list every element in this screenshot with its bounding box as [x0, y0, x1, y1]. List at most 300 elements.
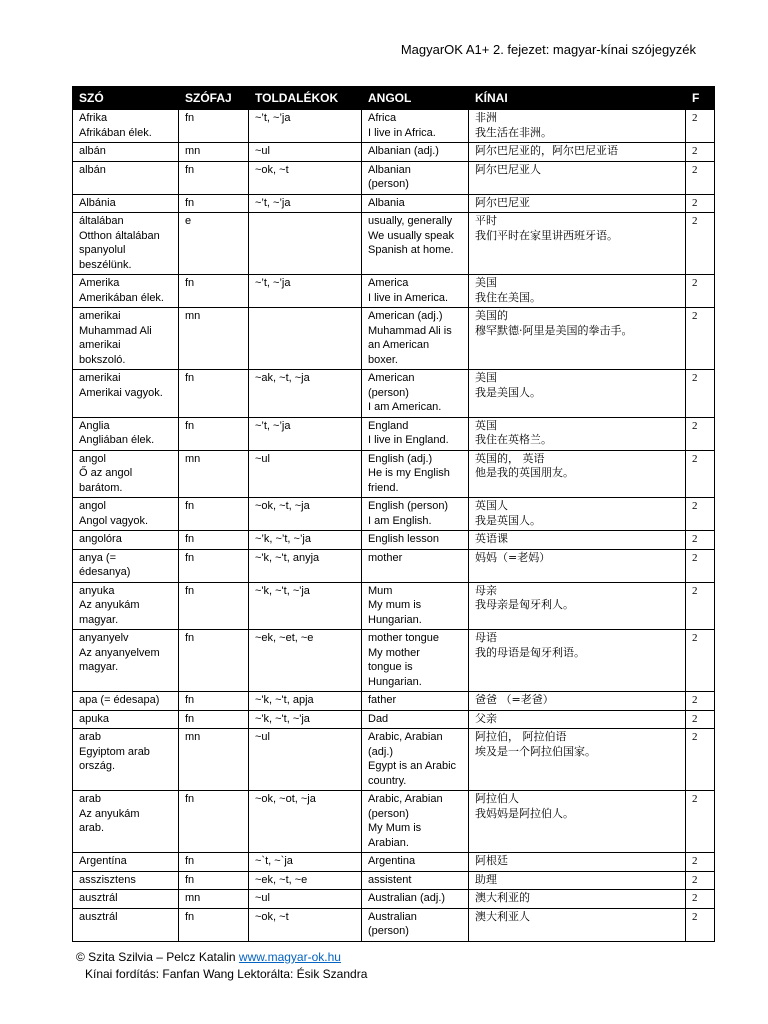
cell-angol-line: friend.: [368, 481, 399, 494]
cell-kinai-line: 英国: [475, 418, 497, 432]
cell-f: 2: [686, 729, 715, 791]
cell-szo-line: Az anyukám: [79, 599, 140, 611]
cell-szofaj: fn: [179, 549, 249, 582]
cell-szo-line: Az anyanyelvem: [79, 646, 160, 659]
table-row: [73, 908, 715, 941]
cell-angol-line: assistent: [368, 873, 412, 886]
footer-copyright: © Szita Szilvia – Pelcz Katalin: [76, 950, 239, 964]
cell-kinai-line: 父亲: [475, 711, 497, 725]
cell-f: 2: [686, 498, 715, 531]
cell-szo-line: Afrika: [79, 112, 108, 124]
cell-angol-line: American: [368, 372, 415, 384]
cell-kinai-line: 助理: [475, 872, 497, 886]
table-row: [73, 498, 715, 531]
cell-szo-line: Argentína: [79, 855, 127, 867]
cell-toldalekok: ~’t, ~’ja: [249, 275, 362, 308]
cell-angol: [362, 110, 469, 143]
cell-szo-line: édesanya): [79, 566, 131, 578]
cell-f: 2: [686, 890, 715, 909]
cell-toldalekok: ~’t, ~’ja: [249, 194, 362, 213]
table-row: [73, 308, 715, 370]
cell-f: 2: [686, 908, 715, 941]
cell-angol-line: mother: [368, 551, 403, 564]
cell-f: 2: [686, 194, 715, 213]
table-row: [73, 710, 715, 729]
cell-szofaj: mn: [179, 450, 249, 498]
cell-szo-line: apuka: [79, 712, 109, 725]
column-header-angol: ANGOL: [362, 87, 469, 110]
cell-angol: [362, 630, 469, 692]
cell-angol-line: England: [368, 419, 409, 432]
cell-angol-line: We usually speak: [368, 229, 455, 242]
cell-kinai: [469, 908, 686, 941]
cell-angol: [362, 275, 469, 308]
cell-szofaj: fn: [179, 710, 249, 729]
table-row: [73, 729, 715, 791]
cell-angol-line: (person): [368, 807, 409, 820]
cell-toldalekok: ~'k, ~'t, apja: [249, 692, 362, 711]
cell-szofaj: mn: [179, 890, 249, 909]
cell-szo: [73, 791, 179, 853]
cell-szofaj: fn: [179, 531, 249, 550]
cell-angol-line: Arabic, Arabian: [368, 793, 443, 805]
cell-angol-line: Albanian: [368, 163, 411, 176]
cell-angol-line: Muhammad Ali is: [368, 324, 452, 337]
cell-angol-line: Mum: [368, 584, 393, 597]
table-row: [73, 194, 715, 213]
table-row: [73, 791, 715, 853]
cell-szo-line: amerikai: [79, 310, 121, 322]
cell-angol: [362, 531, 469, 550]
cell-kinai: [469, 213, 686, 275]
cell-angol: [362, 370, 469, 418]
cell-toldalekok: ~ek, ~t, ~e: [249, 871, 362, 890]
cell-szofaj: fn: [179, 582, 249, 630]
footer-translation: Kínai fordítás: Fanfan Wang Lektorálta: Ésik Szandra: [85, 967, 368, 981]
cell-kinai-line: 阿根廷: [475, 854, 508, 867]
vocabulary-table-body: [73, 110, 715, 942]
cell-kinai-line: 妈妈（=老妈）: [475, 550, 551, 564]
cell-szo-line: általában: [79, 215, 124, 227]
cell-szo: [73, 549, 179, 582]
cell-angol-line: I live in America.: [368, 291, 449, 304]
cell-kinai-line: 我母亲是匈牙利人。: [475, 598, 574, 611]
cell-f: 2: [686, 417, 715, 450]
cell-kinai-line: 穆罕默德·阿里是美国的拳击手。: [475, 323, 633, 337]
footer-website-link[interactable]: www.magyar-ok.hu: [238, 950, 341, 964]
page-header: MagyarOK A1+ 2. fejezet: magyar-kínai szójegyzék: [400, 42, 696, 57]
table-row: [73, 450, 715, 498]
cell-angol-line: Australian (adj.): [368, 892, 446, 904]
cell-angol-line: Dad: [368, 712, 389, 725]
column-header-kinai: KÍNAI: [469, 87, 686, 110]
cell-szo: [73, 308, 179, 370]
cell-kinai-line: 美国的: [475, 309, 508, 322]
cell-angol-line: My mum is: [368, 599, 422, 611]
cell-szo-line: ország.: [79, 760, 116, 772]
cell-angol: [362, 908, 469, 941]
cell-szo-line: Afrikában élek.: [79, 126, 152, 139]
table-row: [73, 213, 715, 275]
cell-kinai: [469, 194, 686, 213]
cell-szo-line: Amerikában élek.: [79, 291, 164, 304]
cell-toldalekok: ~ul: [249, 143, 362, 162]
cell-szo: [73, 871, 179, 890]
cell-kinai-line: 澳大利亚人: [475, 909, 530, 923]
table-row: [73, 143, 715, 162]
cell-angol: [362, 729, 469, 791]
cell-angol-line: Spanish at home.: [368, 244, 454, 256]
cell-kinai-line: 爸爸 （=老爸）: [475, 693, 554, 706]
cell-kinai-line: 我生活在非洲。: [475, 125, 552, 139]
cell-kinai-line: 阿拉伯， 阿拉伯语: [475, 730, 567, 743]
cell-kinai: [469, 275, 686, 308]
cell-kinai-line: 母语: [475, 631, 497, 644]
cell-szo-line: arab: [79, 793, 102, 805]
cell-szofaj: fn: [179, 275, 249, 308]
cell-angol: [362, 308, 469, 370]
cell-szo: [73, 275, 179, 308]
cell-szo-line: Albánia: [79, 196, 116, 209]
cell-angol-line: (person): [368, 925, 409, 937]
cell-szo: [73, 908, 179, 941]
cell-szo: [73, 161, 179, 194]
cell-kinai-line: 阿尔巴尼亚的，阿尔巴尼亚语: [475, 144, 618, 157]
cell-szofaj: fn: [179, 194, 249, 213]
cell-kinai-line: 非洲: [475, 111, 497, 124]
cell-szo: [73, 853, 179, 872]
cell-toldalekok: ~ok, ~ot, ~ja: [249, 791, 362, 853]
cell-f: 2: [686, 110, 715, 143]
cell-szo-line: Az anyukám: [79, 807, 140, 820]
cell-szo-line: Anglia: [79, 419, 110, 432]
cell-angol-line: tongue is: [368, 661, 413, 673]
cell-kinai-line: 阿拉伯人: [475, 792, 519, 805]
table-header-row: [73, 87, 715, 110]
cell-szo-line: Angliában élek.: [79, 434, 155, 446]
cell-szofaj: fn: [179, 498, 249, 531]
cell-szo-line: bokszoló.: [79, 353, 126, 366]
cell-szofaj: fn: [179, 161, 249, 194]
cell-szo: [73, 692, 179, 711]
cell-kinai: [469, 853, 686, 872]
table-row: [73, 275, 715, 308]
cell-angol: [362, 582, 469, 630]
cell-szo-line: barátom.: [79, 481, 123, 494]
table-row: [73, 630, 715, 692]
cell-kinai-line: 他是我的英国朋友。: [475, 466, 574, 479]
cell-angol: [362, 853, 469, 872]
cell-szofaj: e: [179, 213, 249, 275]
cell-szo: [73, 143, 179, 162]
cell-szo-line: Amerikai vagyok.: [79, 386, 163, 399]
cell-f: 2: [686, 213, 715, 275]
cell-angol-line: I am American.: [368, 401, 442, 413]
table-row: [73, 531, 715, 550]
cell-szo: [73, 450, 179, 498]
cell-kinai: [469, 110, 686, 143]
cell-szofaj: fn: [179, 853, 249, 872]
cell-szo-line: angolóra: [79, 533, 122, 545]
table-row: [73, 853, 715, 872]
cell-angol-line: English (adj.): [368, 452, 433, 465]
cell-szo-line: albán: [79, 163, 106, 176]
cell-kinai: [469, 871, 686, 890]
cell-szofaj: fn: [179, 630, 249, 692]
cell-f: 2: [686, 710, 715, 729]
cell-szo-line: amerikai: [79, 339, 121, 351]
table-row: [73, 549, 715, 582]
cell-kinai-line: 美国: [475, 276, 497, 289]
cell-f: 2: [686, 549, 715, 582]
cell-angol-line: He is my English: [368, 467, 450, 479]
cell-szo: [73, 417, 179, 450]
cell-szo-line: Otthon általában: [79, 229, 160, 242]
cell-angol-line: usually, generally: [368, 215, 453, 227]
cell-szo-line: apa (= édesapa): [79, 694, 160, 706]
table-row: [73, 110, 715, 143]
cell-angol-line: Australian: [368, 910, 417, 923]
cell-toldalekok: ~ok, ~t: [249, 908, 362, 941]
cell-toldalekok: ~ul: [249, 729, 362, 791]
cell-szofaj: fn: [179, 908, 249, 941]
cell-kinai-line: 我是美国人。: [475, 385, 541, 399]
cell-kinai: [469, 498, 686, 531]
cell-szo-line: asszisztens: [79, 873, 136, 886]
cell-szo-line: beszélünk.: [79, 258, 132, 271]
cell-angol: [362, 498, 469, 531]
cell-kinai: [469, 143, 686, 162]
cell-kinai-line: 美国: [475, 371, 497, 384]
cell-szo-line: albán: [79, 145, 106, 157]
cell-kinai-line: 澳大利亚的: [475, 891, 530, 904]
cell-szo: [73, 194, 179, 213]
table-row: [73, 890, 715, 909]
table-row: [73, 161, 715, 194]
cell-szofaj: mn: [179, 143, 249, 162]
cell-angol: [362, 161, 469, 194]
cell-kinai-line: 我们平时在家里讲西班牙语。: [475, 228, 618, 242]
cell-f: 2: [686, 450, 715, 498]
cell-kinai-line: 我妈妈是阿拉伯人。: [475, 806, 574, 820]
table-row: [73, 692, 715, 711]
cell-f: 2: [686, 630, 715, 692]
cell-szofaj: fn: [179, 417, 249, 450]
table-row: [73, 871, 715, 890]
cell-toldalekok: ~ul: [249, 890, 362, 909]
cell-angol: [362, 417, 469, 450]
cell-szo-line: Angol vagyok.: [79, 514, 149, 527]
cell-szofaj: fn: [179, 791, 249, 853]
cell-angol-line: Albania: [368, 196, 405, 209]
cell-angol-line: Egypt is an Arabic: [368, 760, 457, 772]
cell-kinai-line: 母亲: [475, 583, 497, 597]
cell-szo-line: angol: [79, 500, 106, 512]
cell-szofaj: mn: [179, 729, 249, 791]
cell-toldalekok: ~'k, ~'t, anyja: [249, 549, 362, 582]
cell-angol-line: Arabian.: [368, 836, 409, 849]
cell-toldalekok: ~`t, ~`ja: [249, 853, 362, 872]
cell-kinai: [469, 710, 686, 729]
cell-szofaj: mn: [179, 308, 249, 370]
cell-szo: [73, 582, 179, 630]
cell-toldalekok: ~'k, ~'t, ~'ja: [249, 582, 362, 630]
cell-f: 2: [686, 582, 715, 630]
cell-kinai-line: 平时: [475, 214, 497, 227]
cell-angol: [362, 710, 469, 729]
cell-szo: [73, 498, 179, 531]
cell-angol: [362, 213, 469, 275]
cell-kinai: [469, 549, 686, 582]
cell-kinai: [469, 729, 686, 791]
cell-angol-line: English (person): [368, 500, 449, 512]
cell-angol-line: America: [368, 277, 409, 289]
cell-f: 2: [686, 161, 715, 194]
cell-kinai: [469, 692, 686, 711]
cell-f: 2: [686, 531, 715, 550]
vocabulary-table: [72, 86, 715, 942]
cell-angol-line: I am English.: [368, 514, 432, 527]
cell-szo-line: ausztrál: [79, 892, 118, 904]
column-header-szo: SZÓ: [73, 87, 179, 110]
cell-szo: [73, 213, 179, 275]
cell-szo-line: anyanyelv: [79, 632, 129, 644]
cell-angol-line: English lesson: [368, 533, 439, 545]
cell-toldalekok: ~ul: [249, 450, 362, 498]
cell-toldalekok: ~ok, ~t: [249, 161, 362, 194]
cell-szo: [73, 710, 179, 729]
cell-szo-line: magyar.: [79, 613, 119, 626]
cell-szo-line: Egyiptom arab: [79, 745, 150, 758]
column-header-szofaj: SZÓFAJ: [179, 87, 249, 110]
table-row: [73, 417, 715, 450]
cell-angol-line: Albanian (adj.): [368, 145, 439, 157]
cell-szo-line: spanyolul: [79, 244, 126, 256]
cell-kinai: [469, 890, 686, 909]
cell-kinai-line: 英国人: [475, 499, 508, 512]
cell-f: 2: [686, 791, 715, 853]
cell-f: 2: [686, 871, 715, 890]
cell-toldalekok: ~’t, ~’ja: [249, 110, 362, 143]
cell-szofaj: fn: [179, 110, 249, 143]
cell-szo: [73, 370, 179, 418]
cell-toldalekok: ~’t, ~’ja: [249, 417, 362, 450]
cell-szo-line: Ő az angol: [79, 467, 133, 479]
cell-kinai-line: 埃及是一个阿拉伯国家。: [475, 744, 596, 758]
cell-szo: [73, 630, 179, 692]
cell-angol-line: My mother: [368, 646, 420, 659]
cell-angol-line: Africa: [368, 112, 397, 124]
cell-angol-line: (person): [368, 386, 409, 399]
cell-kinai-line: 阿尔巴尼亚: [475, 195, 530, 209]
cell-kinai: [469, 308, 686, 370]
column-header-toldalekok: TOLDALÉKOK: [249, 87, 362, 110]
cell-szo-line: Muhammad Ali: [79, 324, 152, 337]
cell-angol: [362, 692, 469, 711]
cell-angol-line: country.: [368, 774, 407, 787]
cell-kinai-line: 英国的， 英语: [475, 451, 545, 465]
cell-toldalekok: ~ok, ~t, ~ja: [249, 498, 362, 531]
cell-angol: [362, 871, 469, 890]
cell-angol: [362, 890, 469, 909]
cell-f: 2: [686, 370, 715, 418]
cell-kinai: [469, 791, 686, 853]
cell-kinai-line: 我是英国人。: [475, 513, 541, 527]
cell-kinai-line: 我住在美国。: [475, 290, 541, 304]
cell-toldalekok: ~'k, ~'t, ~'ja: [249, 710, 362, 729]
cell-kinai: [469, 531, 686, 550]
cell-szo-line: arab.: [79, 822, 105, 834]
cell-kinai-line: 英语课: [475, 532, 508, 545]
cell-angol: [362, 194, 469, 213]
cell-angol-line: (person): [368, 178, 409, 190]
cell-szo: [73, 890, 179, 909]
cell-angol-line: (adj.): [368, 745, 394, 758]
cell-angol-line: father: [368, 694, 397, 706]
cell-szo-line: arab: [79, 731, 102, 743]
table-row: [73, 370, 715, 418]
cell-angol-line: American (adj.): [368, 310, 443, 322]
cell-kinai: [469, 370, 686, 418]
cell-toldalekok: ~ek, ~et, ~e: [249, 630, 362, 692]
cell-szo-line: angol: [79, 452, 106, 465]
cell-angol-line: I live in England.: [368, 434, 449, 446]
cell-kinai: [469, 161, 686, 194]
cell-angol-line: Arabic, Arabian: [368, 731, 443, 743]
cell-kinai-line: 我住在英格兰。: [475, 433, 552, 446]
cell-angol: [362, 791, 469, 853]
cell-szo-line: ausztrál: [79, 910, 118, 923]
cell-szo: [73, 531, 179, 550]
cell-angol-line: I live in Africa.: [368, 126, 436, 139]
cell-angol-line: an American: [368, 339, 430, 351]
cell-angol-line: mother tongue: [368, 632, 439, 644]
cell-szo-line: Amerika: [79, 277, 120, 289]
page-footer: [76, 949, 367, 983]
cell-szo: [73, 729, 179, 791]
cell-angol-line: Hungarian.: [368, 675, 422, 688]
cell-f: 2: [686, 143, 715, 162]
cell-szofaj: fn: [179, 370, 249, 418]
cell-angol: [362, 549, 469, 582]
cell-angol: [362, 450, 469, 498]
cell-szo-line: magyar.: [79, 661, 119, 673]
cell-angol-line: boxer.: [368, 353, 398, 366]
cell-kinai-line: 阿尔巴尼亚人: [475, 162, 541, 176]
cell-kinai: [469, 417, 686, 450]
cell-szo-line: amerikai: [79, 372, 121, 384]
cell-szo-line: anyuka: [79, 584, 115, 597]
cell-szofaj: fn: [179, 871, 249, 890]
cell-kinai-line: 我的母语是匈牙利语。: [475, 645, 585, 659]
cell-kinai: [469, 582, 686, 630]
cell-szo: [73, 110, 179, 143]
cell-angol-line: My Mum is: [368, 822, 422, 834]
cell-toldalekok: [249, 308, 362, 370]
cell-angol-line: Argentina: [368, 855, 416, 867]
cell-f: 2: [686, 692, 715, 711]
cell-f: 2: [686, 308, 715, 370]
cell-f: 2: [686, 275, 715, 308]
cell-kinai: [469, 450, 686, 498]
cell-kinai: [469, 630, 686, 692]
cell-angol: [362, 143, 469, 162]
cell-toldalekok: [249, 213, 362, 275]
cell-toldalekok: ~’k, ~’t, ~’ja: [249, 531, 362, 550]
cell-szofaj: fn: [179, 692, 249, 711]
footer-credits-line: [76, 949, 367, 966]
cell-toldalekok: ~ak, ~t, ~ja: [249, 370, 362, 418]
